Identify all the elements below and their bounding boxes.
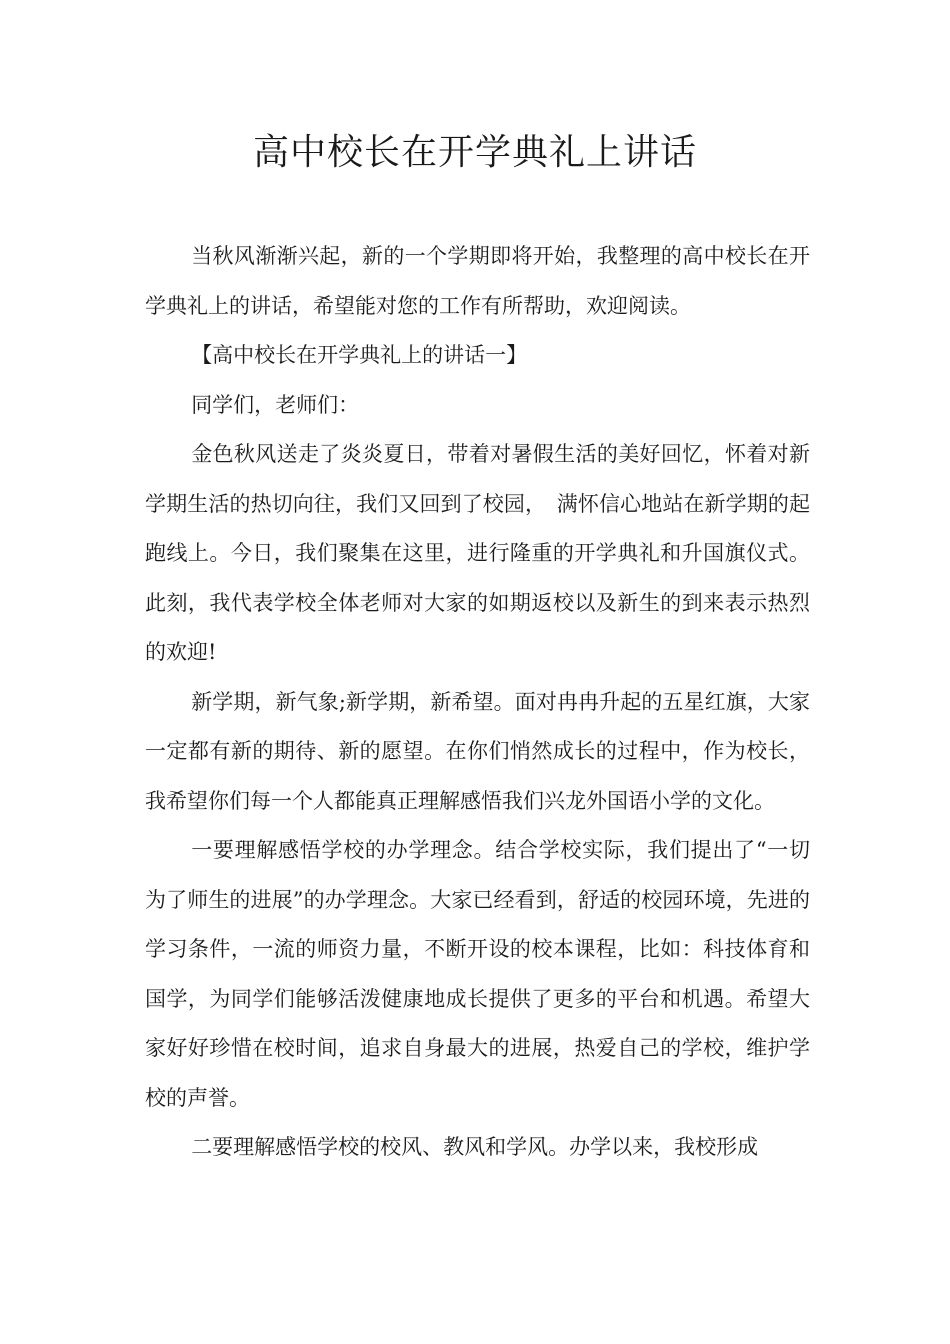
- document-title: 高中校长在开学典礼上讲话: [252, 132, 697, 173]
- paragraph-salutation: 同学们，老师们：: [191, 392, 360, 417]
- paragraph-section-heading: 【高中校长在开学典礼上的讲话一】: [191, 343, 528, 367]
- paragraph-welcome: 金色秋风送走了炎炎夏日，带着对暑假生活的美好回忆，怀着对新学期生活的热切向往，我们又回到了校园， 满怀信心地站在新学期的起跑线上。今日，我们聚集在这里，进行隆重的开学典礼和升国旗仪式。此刻，我代表学校全体老师对大家的如期返校以及新生的到来表示热烈的欢迎!: [145, 442, 810, 664]
- paragraph-school-spirit: 二要理解感悟学校的校风、教风和学风。办学以来，我校形成: [191, 1135, 759, 1159]
- paragraph-new-term: 新学期，新气象;新学期，新希望。面对冉冉升起的五星红旗，大家一定都有新的期待、新的愿望。在你们悄然成长的过程中，作为校长，我希望你们每一个人都能真正理解感悟我们兴龙外国语小学的文化。: [145, 689, 810, 813]
- paragraph-intro: 当秋风渐渐兴起，新的一个学期即将开始，我整理的高中校长在开学典礼上的讲话，希望能对您的工作有所帮助，欢迎阅读。: [145, 244, 810, 318]
- document-body: [145, 232, 810, 1173]
- paragraph-philosophy: 一要理解感悟学校的办学理念。结合学校实际，我们提出了“一切为了师生的进展”的办学理念。大家已经看到，舒适的校园环境，先进的学习条件，一流的师资力量，不断开设的校本课程，比如：科技体育和国学，为同学们能够活泼健康地成长提供了更多的平台和机遇。希望大家好好珍惜在校时间，追求自身最大的进展，热爱自己的学校，维护学校的声誉。: [145, 838, 810, 1110]
